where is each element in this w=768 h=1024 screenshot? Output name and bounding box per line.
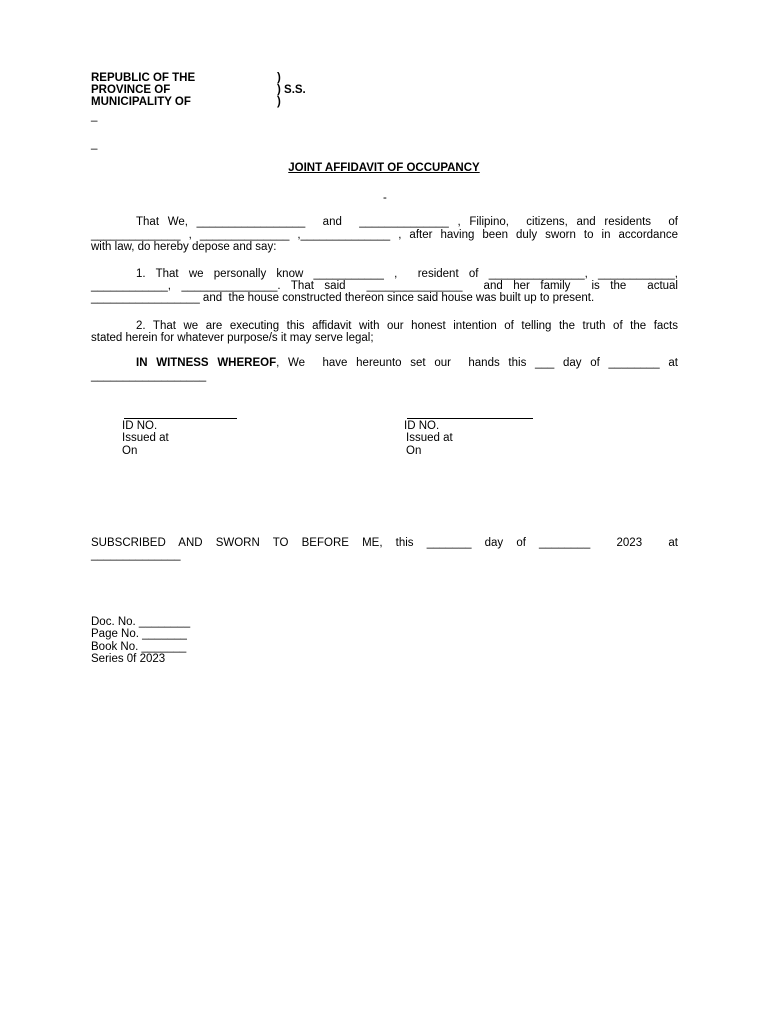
header-blank-2: _ <box>91 138 98 150</box>
header-republic: REPUBLIC OF THE <box>91 72 196 84</box>
sig2-issued-label: Issued at <box>406 432 453 444</box>
witness-rest: , We have hereunto set our hands this ___ day of ________ at <box>276 357 678 369</box>
intro-line-3: with law, do hereby depose and say: <box>91 241 277 253</box>
witness-line-1 <box>136 357 678 370</box>
sig2-id-label: ID NO. <box>404 420 440 432</box>
header-province: PROVINCE OF <box>91 84 171 96</box>
document-title: JOINT AFFIDAVIT OF OCCUPANCY <box>288 162 480 174</box>
jurat-line-1: SUBSCRIBED AND SWORN TO BEFORE ME, this _______ day of ________ 2023 at <box>91 537 678 549</box>
item1-line-2: ____________, _______________. That said _______________ and her family is the actual <box>91 280 678 292</box>
item2-line-2: stated herein for whatever purpose/s it may serve legal; <box>91 332 374 344</box>
witness-bold: IN WITNESS WHEREOF <box>136 357 277 369</box>
header-paren-1: ) <box>277 72 281 84</box>
item1-line-1: 1. That we personally know ___________ , resident of _______________, ____________, <box>136 268 678 280</box>
item1-line-3: _________________ and the house constructed thereon since said house was built up to present. <box>91 292 595 304</box>
sig1-issued-label: Issued at <box>122 432 169 444</box>
header-municipality: MUNICIPALITY OF <box>91 96 191 108</box>
sig2-on-label: On <box>406 445 422 457</box>
doc-no: Doc. No. ________ <box>91 616 191 628</box>
item2-line-1: 2. That we are executing this affidavit with our honest intention of telling the truth of the facts <box>136 320 678 332</box>
series: Series 0f 2023 <box>91 653 166 665</box>
signature-line-2 <box>407 418 533 419</box>
header-blank-1: _ <box>91 110 98 122</box>
intro-line-2: ______________ , ______________ ,______________ , after having been duly sworn to in accordance <box>91 229 678 241</box>
witness-line-2: __________________ <box>91 370 207 382</box>
page-no: Page No. _______ <box>91 628 187 640</box>
book-no: Book No. _______ <box>91 641 187 653</box>
jurat-line-2: ______________ <box>91 549 181 561</box>
intro-line-1: That We, _________________ and ______________ , Filipino, citizens, and residents of <box>136 216 678 228</box>
title-dash: - <box>383 192 387 204</box>
header-ss: ) S.S. <box>277 84 306 96</box>
signature-line-1 <box>124 418 237 419</box>
sig1-id-label: ID NO. <box>122 420 158 432</box>
sig1-on-label: On <box>122 445 138 457</box>
header-paren-3: ) <box>277 96 281 108</box>
